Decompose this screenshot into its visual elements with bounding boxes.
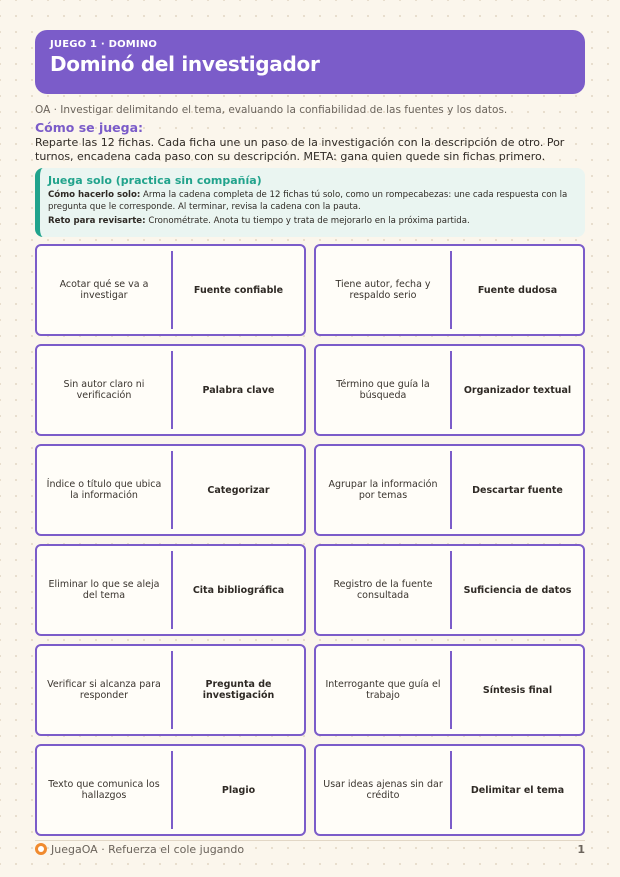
tile-description: Usar ideas ajenas sin dar crédito bbox=[323, 779, 443, 801]
domino-tile bbox=[35, 644, 306, 736]
tile-term: Pregunta de investigación bbox=[202, 679, 275, 701]
footer bbox=[35, 843, 585, 859]
solo-how-label: Cómo hacerlo solo: bbox=[48, 190, 141, 200]
domino-tile bbox=[35, 444, 306, 536]
page-number: 1 bbox=[577, 843, 585, 856]
tile-description: Término que guía la búsqueda bbox=[336, 379, 430, 401]
tile-term: Categorizar bbox=[207, 484, 270, 496]
tile-term: Fuente confiable bbox=[193, 284, 284, 296]
domino-tile bbox=[314, 644, 585, 736]
footer-brand: JuegaOA · Refuerza el cole jugando bbox=[51, 843, 245, 856]
tile-term: Delimitar el tema bbox=[470, 784, 565, 796]
tile-description: Agrupar la información por temas bbox=[328, 479, 438, 501]
tile-term: Fuente dudosa bbox=[477, 284, 558, 296]
tile-term: Organizador textual bbox=[463, 384, 572, 396]
domino-tile bbox=[35, 544, 306, 636]
how-to-play-heading: Cómo se juega: bbox=[35, 120, 144, 135]
tile-description: Sin autor claro ni verificación bbox=[63, 379, 145, 401]
brand-logo-icon bbox=[35, 843, 47, 855]
solo-challenge-text: Cronométrate. Anota tu tiempo y trata de mejorarlo en la próxima partida. bbox=[148, 216, 470, 226]
tile-term: Suficiencia de datos bbox=[463, 584, 572, 596]
solo-how-line bbox=[48, 189, 575, 213]
tile-description: Registro de la fuente consultada bbox=[333, 579, 433, 601]
tile-term: Síntesis final bbox=[482, 684, 553, 696]
solo-play-box bbox=[35, 168, 585, 237]
tile-term: Plagio bbox=[221, 784, 256, 796]
domino-tile bbox=[314, 544, 585, 636]
title-banner bbox=[35, 30, 585, 94]
how-to-play-text: Reparte las 12 fichas. Cada ficha une un paso de la investigación con la descripción de otro. Por turnos, encadena cada paso con su descripción. META: gana quien quede sin fichas primero. bbox=[35, 136, 565, 163]
tile-term: Palabra clave bbox=[202, 384, 275, 396]
footer-divider bbox=[35, 840, 585, 841]
learning-objective: OA · Investigar delimitando el tema, evaluando la confiabilidad de las fuentes y los datos. bbox=[35, 104, 508, 116]
domino-tile bbox=[314, 744, 585, 836]
tile-description: Tiene autor, fecha y respaldo serio bbox=[335, 279, 431, 301]
solo-play-heading: Juega solo (practica sin compañía) bbox=[48, 174, 262, 187]
domino-tile bbox=[35, 744, 306, 836]
tile-term: Descartar fuente bbox=[472, 484, 563, 496]
tile-description: Eliminar lo que se aleja del tema bbox=[48, 579, 160, 601]
solo-challenge-line bbox=[48, 215, 575, 227]
domino-tile bbox=[314, 344, 585, 436]
solo-how-text: Arma la cadena completa de 12 fichas tú solo, como un rompecabezas: une cada respuesta con la pregunta que le corresponde. Al terminar, revisa la cadena con la pauta. bbox=[48, 190, 568, 212]
domino-tile bbox=[35, 344, 306, 436]
page-title: Dominó del investigador bbox=[50, 52, 320, 76]
tile-description: Interrogante que guía el trabajo bbox=[325, 679, 441, 701]
tile-description: Acotar qué se va a investigar bbox=[59, 279, 149, 301]
tile-description: Índice o título que ubica la información bbox=[46, 479, 162, 501]
tile-description: Verificar si alcanza para responder bbox=[47, 679, 161, 701]
tile-term: Cita bibliográfica bbox=[192, 584, 285, 596]
domino-tile bbox=[314, 244, 585, 336]
domino-tile bbox=[35, 244, 306, 336]
domino-tile bbox=[314, 444, 585, 536]
solo-challenge-label: Reto para revisarte: bbox=[48, 216, 146, 226]
tile-description: Texto que comunica los hallazgos bbox=[48, 779, 160, 801]
game-kicker: JUEGO 1 · DOMINO bbox=[50, 39, 158, 50]
